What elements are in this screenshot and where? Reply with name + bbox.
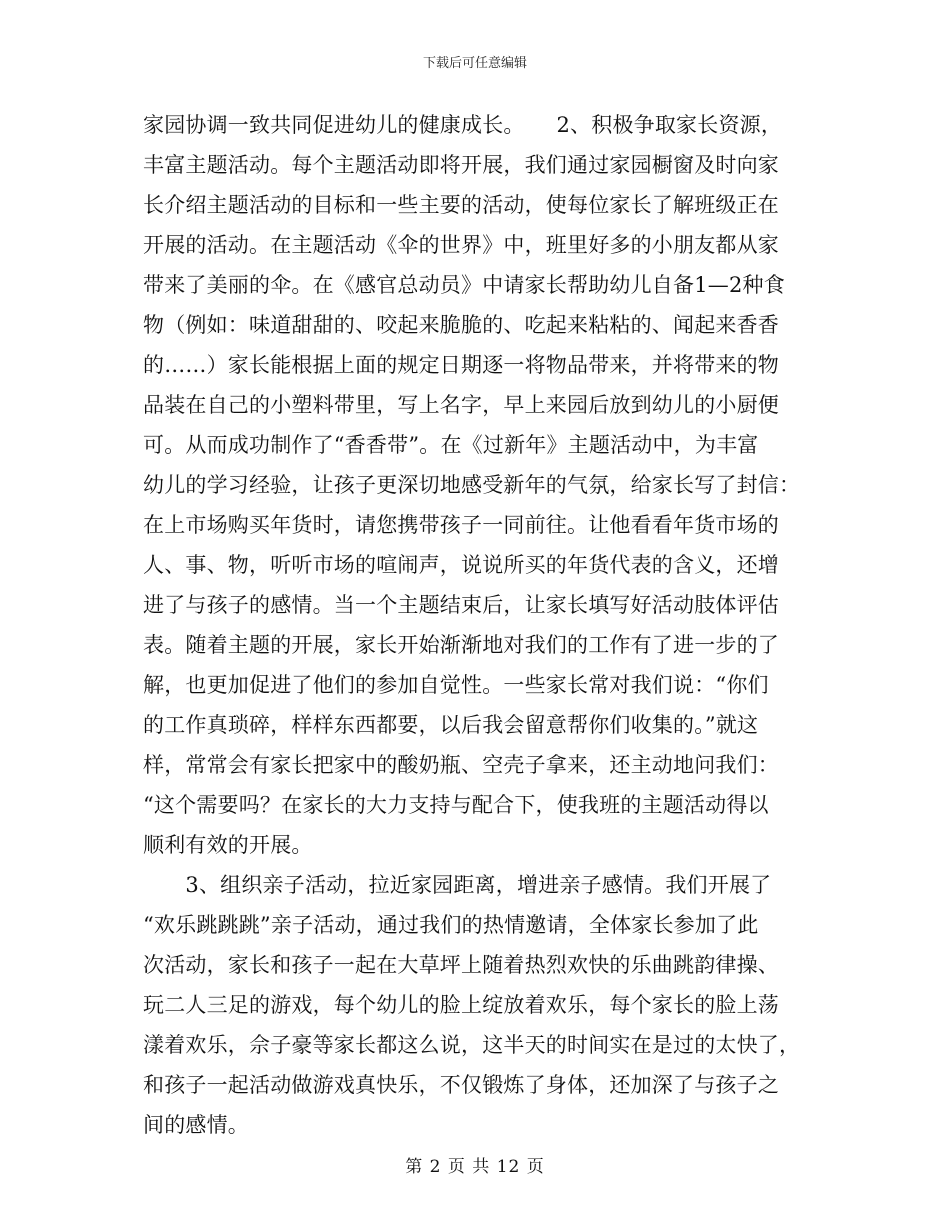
text-line: 3、组织亲子活动，拉近家园距离，增进亲子感情。我们开展了 — [143, 873, 772, 897]
document-body — [143, 105, 803, 1145]
text-line: 长介绍主题活动的目标和一些主要的活动，使每位家长了解班级正在 — [143, 193, 779, 217]
text-line: 开展的活动。在主题活动《伞的世界》中，班里好多的小朋友都从家 — [143, 233, 779, 257]
text-line: 品装在自己的小塑料带里，写上名字，早上来园后放到幼儿的小厨便 — [143, 393, 779, 417]
text-line: “这个需要吗？在家长的大力支持与配合下，使我班的主题活动得以 — [143, 793, 769, 817]
text-line: 样，常常会有家长把家中的酸奶瓶、空壳子拿来，还主动地问我们： — [143, 753, 779, 777]
text-line: 顺利有效的开展。 — [143, 833, 313, 857]
text-line: 物（例如：味道甜甜的、咬起来脆脆的、吃起来粘粘的、闻起来香香 — [143, 313, 779, 337]
text-line: 漾着欢乐，佘子豪等家长都这么说，这半天的时间实在是过的太快了， — [143, 1033, 801, 1057]
text-line: 玩二人三足的游戏，每个幼儿的脸上绽放着欢乐，每个家长的脸上荡 — [143, 993, 779, 1017]
text-line: 在上市场购买年货时，请您携带孩子一同前往。让他看看年货市场的 — [143, 513, 779, 537]
text-line: 解，也更加促进了他们的参加自觉性。一些家长常对我们说：“你们 — [143, 673, 769, 697]
text-line: 的工作真琐碎，样样东西都要，以后我会留意帮你们收集的。”就这 — [143, 713, 759, 737]
text-line: 带来了美丽的伞。在《感官总动员》中请家长帮助幼儿自备1—2种食 — [143, 273, 785, 297]
text-line: “欢乐跳跳跳”亲子活动，通过我们的热情邀请，全体家长参加了此 — [143, 913, 759, 937]
text-line: 间的感情。 — [143, 1113, 249, 1137]
text-line: 表。随着主题的开展，家长开始渐渐地对我们的工作有了进一步的了 — [143, 633, 779, 657]
text-line: 的……）家长能根据上面的规定日期逐一将物品带来，并将带来的物 — [143, 353, 779, 377]
text-line: 人、事、物，听听市场的喧闹声，说说所买的年货代表的含义，还增 — [143, 553, 779, 577]
text-line: 和孩子一起活动做游戏真快乐，不仅锻炼了身体，还加深了与孩子之 — [143, 1073, 779, 1097]
text-line: 幼儿的学习经验，让孩子更深切地感受新年的气氛，给家长写了封信： — [143, 473, 801, 497]
page-footer: 第 2 页 共 12 页 — [405, 1157, 545, 1177]
page-header: 下载后可任意编辑 — [422, 56, 527, 71]
text-line: 丰富主题活动。每个主题活动即将开展，我们通过家园橱窗及时向家 — [143, 153, 779, 177]
text-line: 可。从而成功制作了“香香带”。在《过新年》主题活动中，为丰富 — [143, 433, 759, 457]
text-line: 家园协调一致共同促进幼儿的健康成长。 2、积极争取家长资源， — [143, 113, 783, 137]
text-line: 次活动，家长和孩子一起在大草坪上随着热烈欢快的乐曲跳韵律操、 — [143, 953, 779, 977]
text-line: 进了与孩子的感情。当一个主题结束后，让家长填写好活动肢体评估 — [143, 593, 779, 617]
